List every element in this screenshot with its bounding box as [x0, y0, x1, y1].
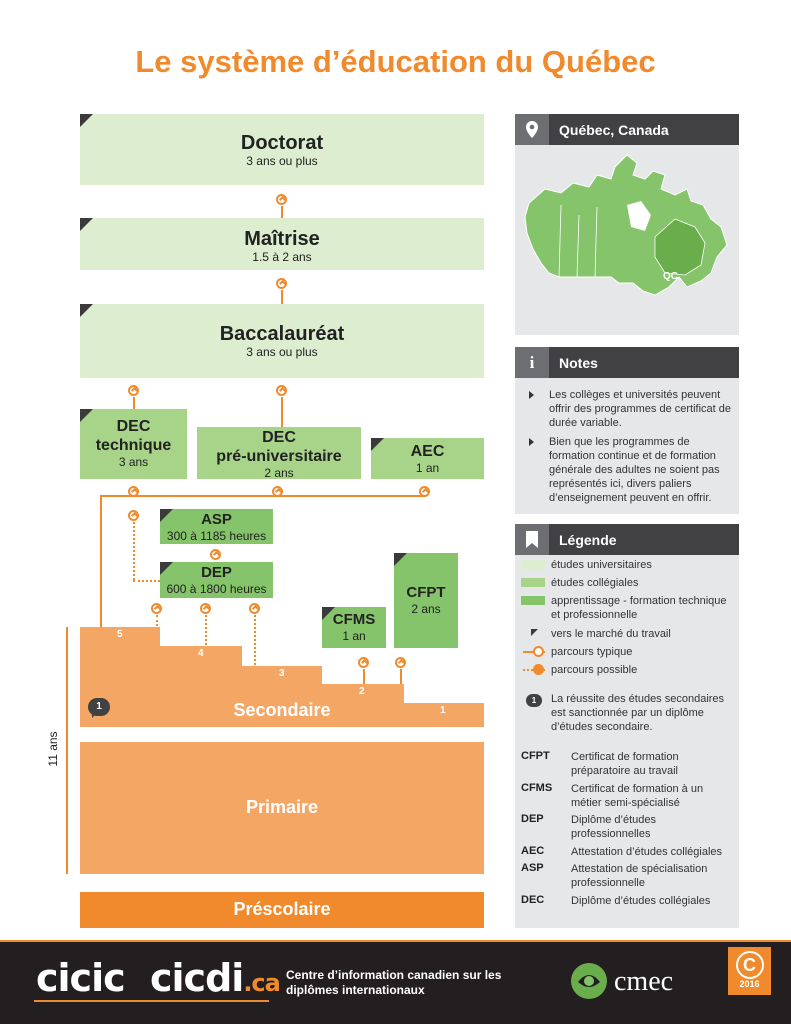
dec-pre-name: DEC	[262, 429, 296, 446]
doctorat-name: Doctorat	[240, 132, 324, 154]
path-line	[281, 206, 283, 218]
speech-bubble-icon: 1	[526, 694, 542, 707]
abbr-term: DEP	[521, 813, 544, 825]
dec-technique-name2: technique	[95, 437, 172, 454]
typical-path-arrow-icon	[533, 646, 544, 657]
copyright-year: 2016	[739, 979, 760, 989]
step-number: 2	[359, 686, 365, 697]
legend-swatch-college	[521, 578, 545, 587]
possible-path-line	[205, 615, 207, 645]
legend-item: parcours possible	[551, 664, 638, 676]
abbr-definition: Diplôme d’études professionnelles	[571, 814, 656, 840]
maitrise-box	[80, 218, 484, 270]
baccalaureat-name: Baccalauréat	[219, 323, 345, 345]
doctorat-duration: 3 ans ou plus	[246, 154, 318, 168]
possible-path-line	[156, 615, 158, 626]
abbr-term: CFPT	[521, 750, 550, 762]
cfpt-duration: 2 ans	[411, 602, 441, 616]
path-line	[281, 290, 283, 304]
doctorat-box	[80, 114, 484, 185]
asp-duration: 300 à 1185 heures	[166, 529, 267, 543]
arrow-up-icon	[151, 603, 162, 614]
step-number: 3	[279, 668, 285, 679]
legend-item: études collégiales	[551, 577, 639, 589]
legend-header	[515, 524, 739, 555]
abbr-definition: Attestation de spécialisation professionnelle	[571, 863, 708, 889]
dep-box	[160, 562, 273, 598]
legend-swatch-university	[521, 560, 545, 569]
abbr-definition: Attestation d’études collégiales	[571, 846, 723, 858]
org-name: Centre d’information canadien sur les diplômes internationaux	[286, 968, 502, 997]
legend-bubble-note: La réussite des études secondaires est sanctionnée par un diplôme d’études secondaire.	[551, 693, 725, 733]
preschool-box	[80, 892, 484, 928]
speech-bubble-tail	[92, 712, 98, 718]
legend-item: études universitaires	[551, 559, 652, 571]
cfms-duration: 1 an	[342, 629, 366, 643]
arrow-up-icon	[200, 603, 211, 614]
dec-technique-box	[80, 409, 187, 479]
cicdi-logo-suffix: .ca	[243, 969, 280, 997]
cicic-logo-text: cicic	[36, 956, 125, 1000]
baccalaureat-box	[80, 304, 484, 378]
info-icon: i	[515, 347, 549, 378]
path-line	[100, 495, 102, 627]
path-line	[281, 397, 283, 427]
cfpt-name: CFPT	[406, 584, 446, 601]
legend-item: vers le marché du travail	[551, 628, 671, 640]
cicdi-logo	[150, 956, 280, 1000]
step-number: 1	[440, 705, 446, 716]
preschool-label: Préscolaire	[233, 899, 331, 919]
arrow-up-icon	[276, 194, 287, 205]
maitrise-duration: 1.5 à 2 ans	[252, 250, 312, 264]
legend-item: parcours typique	[551, 646, 633, 658]
primary-label: Primaire	[245, 797, 319, 817]
dec-technique-name: DEC	[116, 418, 151, 435]
years-label: 11 ans	[46, 731, 60, 767]
dec-technique-duration: 3 ans	[118, 455, 149, 469]
possible-path-line	[133, 580, 160, 582]
dec-pre-duration: 2 ans	[264, 466, 294, 480]
aec-box	[371, 438, 484, 479]
arrow-up-icon	[276, 385, 287, 396]
arrow-up-icon	[276, 278, 287, 289]
dep-name: DEP	[201, 564, 232, 581]
location-header	[515, 114, 739, 145]
labour-market-marker	[322, 607, 335, 620]
abbr-definition: Certificat de formation à un métier semi-spécialisé	[571, 783, 704, 809]
page-title: Le système d’éducation du Québec	[135, 44, 656, 79]
abbr-term: CFMS	[521, 782, 553, 794]
baccalaureat-duration: 3 ans ou plus	[246, 345, 318, 359]
bullet-arrow-icon	[529, 438, 534, 446]
labour-market-marker	[371, 438, 384, 451]
aec-duration: 1 an	[415, 461, 440, 475]
abbr-term: AEC	[521, 845, 545, 857]
note-item: Bien que les programmes de formation continue et de formation générale des adultes ne soient pas représentés ici, divers paliers d’enseignement peuvent en offrir.	[549, 436, 720, 504]
step-number: 5	[117, 629, 123, 640]
arrow-up-icon	[210, 549, 221, 560]
abbr-term: DEC	[521, 894, 545, 906]
aec-name: AEC	[410, 443, 445, 460]
canada-map-panel	[515, 145, 739, 335]
cmec-emblem-icon	[570, 962, 608, 1000]
abbr-definition: Certificat de formation préparatoire au travail	[571, 751, 679, 777]
province-label: QC	[663, 271, 678, 282]
arrow-up-icon	[128, 385, 139, 396]
speech-bubble-icon: 1	[88, 698, 110, 716]
abbr-term: ASP	[521, 862, 544, 874]
bullet-arrow-icon	[529, 391, 534, 399]
labour-market-icon	[531, 629, 538, 636]
dep-duration: 600 à 1800 heures	[166, 582, 267, 596]
legend-swatch-apprenticeship	[521, 596, 545, 605]
labour-market-marker	[160, 509, 173, 522]
arrow-up-icon	[128, 510, 139, 521]
cfms-box	[322, 607, 386, 648]
asp-box	[160, 509, 273, 544]
cfms-name: CFMS	[332, 611, 376, 628]
cmec-logo-text: cmec	[614, 966, 674, 997]
labour-market-marker	[394, 553, 407, 566]
cfpt-box	[394, 553, 458, 648]
asp-name: ASP	[201, 511, 232, 528]
labour-market-marker	[80, 114, 93, 127]
possible-path-arrow-icon	[533, 664, 544, 675]
notes-body	[515, 378, 739, 514]
legend-item: apprentissage - formation technique et professionnelle	[551, 595, 727, 621]
legend-body	[515, 555, 739, 928]
secondary-label: Secondaire	[233, 700, 331, 720]
labour-market-marker	[80, 409, 93, 422]
years-bracket	[66, 627, 74, 874]
abbr-definition: Diplôme d’études collégiales	[571, 895, 711, 907]
arrow-up-icon	[358, 657, 369, 668]
location-pin-icon	[515, 114, 549, 145]
path-line	[133, 397, 135, 409]
step-number: 4	[198, 648, 204, 659]
arrow-up-icon	[395, 657, 406, 668]
note-item: Les collèges et universités peuvent offrir des programmes de certificat de durée variable.	[549, 389, 731, 429]
possible-path-line	[133, 522, 135, 580]
labour-market-marker	[80, 218, 93, 231]
copyright-badge	[728, 947, 771, 995]
bookmark-icon	[515, 524, 549, 555]
notes-header	[515, 347, 739, 378]
labour-market-marker	[160, 562, 173, 575]
dec-pre-name2: pré-universitaire	[216, 448, 342, 465]
labour-market-marker	[80, 304, 93, 317]
path-line	[363, 669, 365, 684]
path-line	[100, 495, 426, 497]
notes-title: Notes	[559, 355, 598, 371]
canada-map-icon	[515, 145, 739, 335]
legend-title: Légende	[559, 532, 617, 548]
maitrise-name: Maîtrise	[244, 228, 320, 250]
primary-box	[80, 742, 484, 874]
possible-path-line	[254, 615, 256, 665]
footer	[0, 942, 791, 1024]
copyright-icon: C	[736, 951, 764, 979]
cicic-logo	[36, 956, 125, 1000]
arrow-up-icon	[249, 603, 260, 614]
location-label: Québec, Canada	[559, 122, 669, 138]
cicdi-logo-text: cicdi	[150, 956, 244, 1000]
logo-swoosh-icon	[34, 1000, 269, 1002]
path-line	[400, 669, 402, 684]
dec-preuniversitaire-box	[197, 427, 361, 479]
